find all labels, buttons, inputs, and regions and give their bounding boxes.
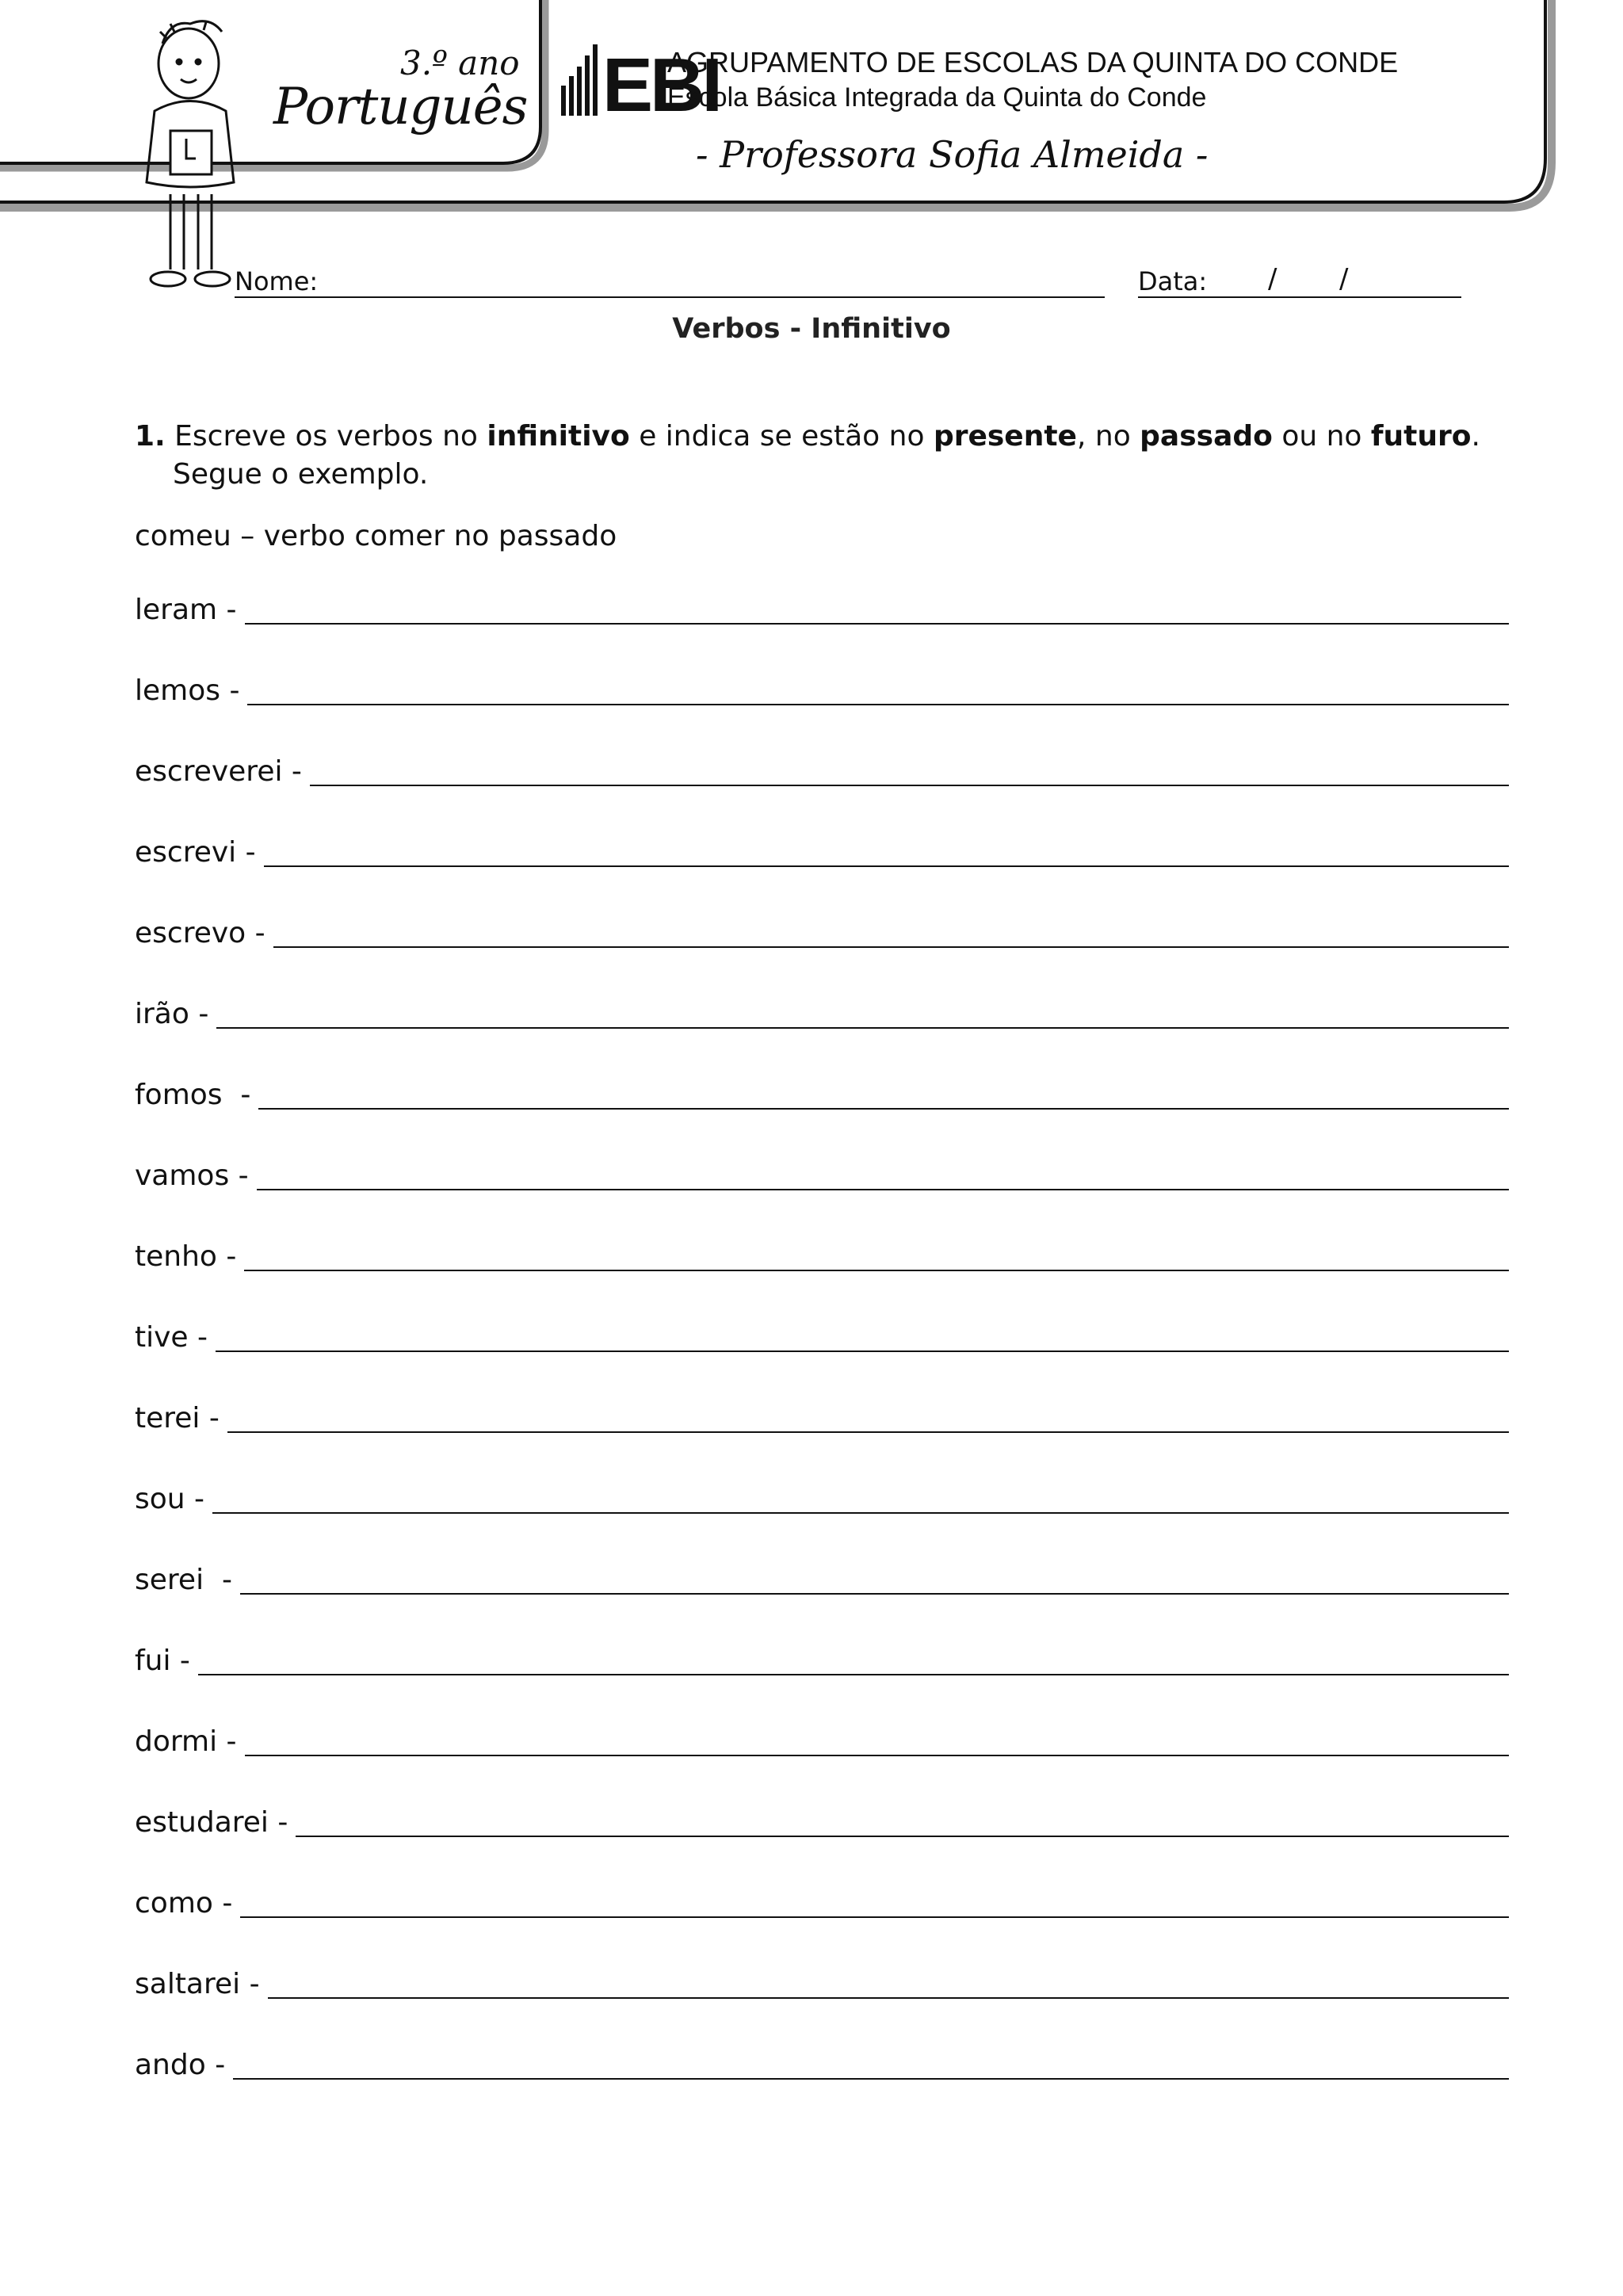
date-separator-1: / — [1268, 263, 1277, 295]
verb-row — [135, 1801, 1509, 1840]
answer-line[interactable] — [198, 1642, 1509, 1675]
answer-line[interactable] — [245, 591, 1509, 625]
verb-row — [135, 911, 1509, 951]
date-label: Data: — [1138, 266, 1208, 296]
answer-line[interactable] — [240, 1561, 1509, 1595]
verb-label: sou - — [135, 1483, 205, 1515]
answer-line[interactable] — [247, 672, 1509, 705]
answer-line[interactable] — [268, 1966, 1509, 1999]
verb-label: vamos - — [135, 1159, 249, 1192]
instr-bold-passado: passado — [1140, 420, 1273, 453]
answer-line[interactable] — [310, 753, 1509, 786]
answer-line[interactable] — [264, 834, 1509, 867]
verb-label: ando - — [135, 2049, 226, 2081]
verb-row — [135, 1235, 1509, 1274]
answer-line[interactable] — [258, 1076, 1509, 1110]
answer-line[interactable] — [296, 1804, 1509, 1837]
school-name: Escola Básica Integrada da Quinta do Conde — [667, 82, 1207, 113]
verb-label: como - — [135, 1887, 233, 1920]
date-separator-2: / — [1339, 263, 1349, 295]
verb-label: escrevi - — [135, 836, 256, 869]
verb-row — [135, 1639, 1509, 1679]
answer-line[interactable] — [240, 1885, 1509, 1918]
instr-text-d: ou no — [1272, 420, 1371, 453]
exercise-number: 1. — [135, 420, 166, 453]
answer-line[interactable] — [233, 2046, 1509, 2080]
verb-label: estudarei - — [135, 1806, 288, 1839]
verb-row — [135, 1720, 1509, 1759]
answer-line[interactable] — [216, 1319, 1509, 1352]
verb-row — [135, 831, 1509, 870]
verb-label: leram - — [135, 594, 237, 626]
answer-line[interactable] — [227, 1400, 1509, 1433]
verb-label: fui - — [135, 1645, 190, 1677]
example-answer: comeu – verbo comer no passado — [135, 520, 617, 552]
verb-row — [135, 750, 1509, 789]
svg-text:EBI: EBI — [602, 43, 720, 128]
verb-label: saltarei - — [135, 1968, 260, 2000]
instr-text-a: Escreve os verbos no — [165, 420, 487, 453]
instr-text-b: e indica se estão no — [629, 420, 934, 453]
verb-row — [135, 1558, 1509, 1598]
boy-mascot-icon — [147, 21, 234, 286]
teacher-name: - Professora Sofia Almeida - — [696, 133, 1209, 176]
verb-row — [135, 1881, 1509, 1921]
answer-line[interactable] — [257, 1157, 1509, 1190]
verb-row — [135, 588, 1509, 628]
instr-bold-presente: presente — [933, 420, 1077, 453]
instr-text-e: . — [1471, 420, 1480, 453]
verb-row — [135, 2043, 1509, 2083]
verb-label: lemos - — [135, 674, 240, 707]
verb-row — [135, 1962, 1509, 2002]
verb-label: escrevo - — [135, 917, 265, 949]
date-field[interactable] — [1138, 296, 1461, 298]
verb-row — [135, 1316, 1509, 1355]
verb-label: tive - — [135, 1321, 208, 1354]
answer-line[interactable] — [216, 995, 1509, 1029]
verb-label: terei - — [135, 1402, 220, 1435]
verb-row — [135, 1396, 1509, 1436]
instr-bold-infinitivo: infinitivo — [487, 420, 630, 453]
exercise-instructions — [135, 418, 1480, 494]
school-group-name: AGRUPAMENTO DE ESCOLAS DA QUINTA DO CONDE — [667, 46, 1399, 78]
subject-title: Português — [273, 78, 528, 136]
verb-row — [135, 669, 1509, 709]
verb-row — [135, 1154, 1509, 1194]
instr-line2: Segue o exemplo. — [173, 458, 429, 491]
verb-label: serei - — [135, 1564, 232, 1596]
verb-row — [135, 1073, 1509, 1113]
verb-label: escreverei - — [135, 755, 302, 788]
instr-bold-futuro: futuro — [1370, 420, 1472, 453]
verb-label: dormi - — [135, 1725, 237, 1758]
verb-label: fomos - — [135, 1079, 251, 1111]
name-field[interactable] — [235, 296, 1105, 298]
name-label: Nome: — [235, 266, 319, 296]
instr-text-c: , no — [1076, 420, 1140, 453]
answer-line[interactable] — [273, 915, 1509, 948]
verb-label: tenho - — [135, 1240, 237, 1273]
grade-label: 3.º ano — [400, 44, 520, 82]
answer-line[interactable] — [245, 1723, 1509, 1756]
verb-row — [135, 992, 1509, 1032]
answer-line[interactable] — [244, 1238, 1509, 1271]
verb-row — [135, 1477, 1509, 1517]
answer-line[interactable] — [212, 1480, 1509, 1514]
verb-label: irão - — [135, 998, 209, 1030]
worksheet-title: Verbos - Infinitivo — [672, 313, 951, 345]
